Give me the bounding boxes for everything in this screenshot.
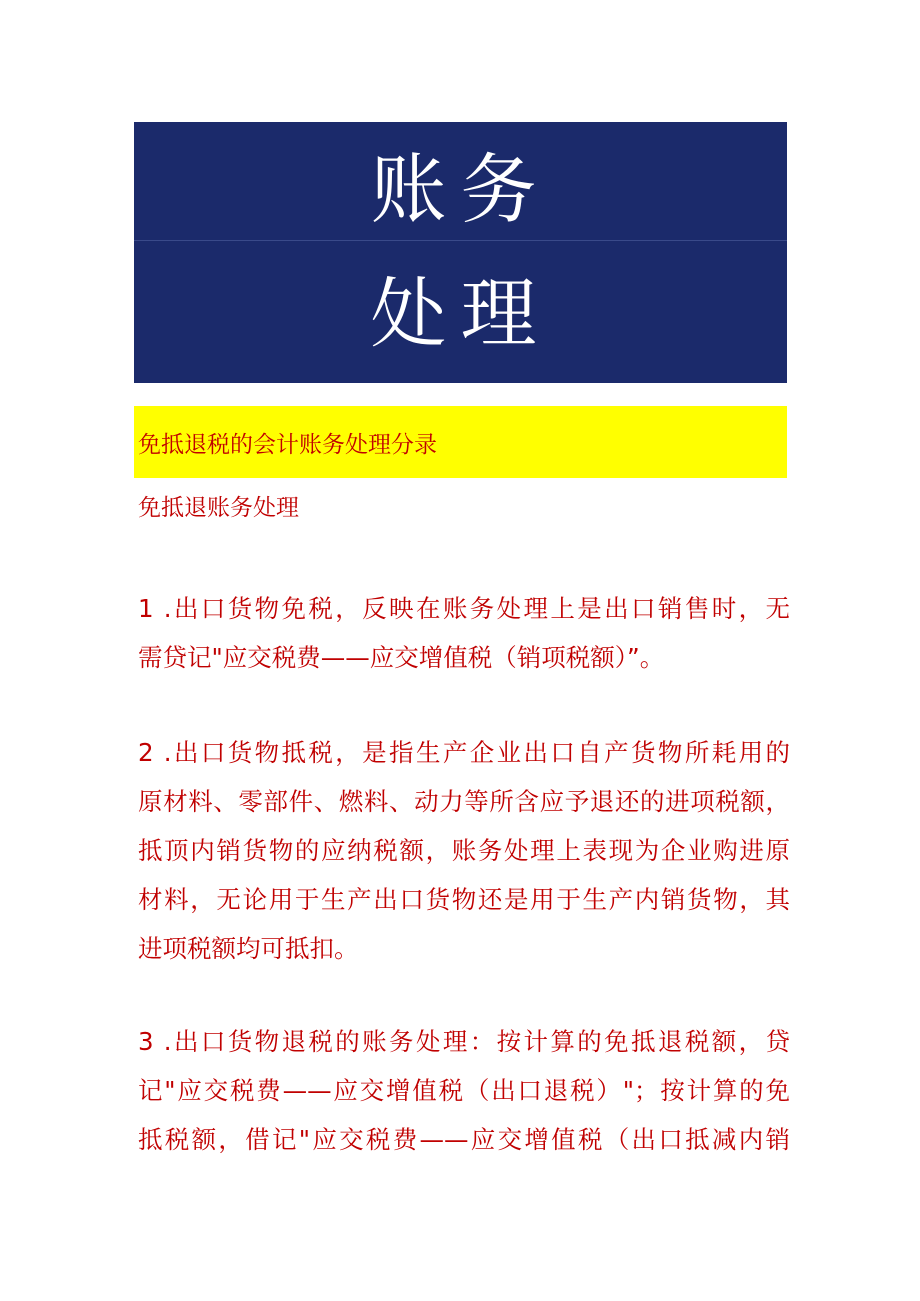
paragraph-line: 抵顶内销货物的应纳税额，账务处理上表现为企业购进原 [138,836,790,865]
banner-title-line-2: 处理 [370,269,551,358]
paragraph-line: 1 .出口货物免税，反映在账务处理上是出口销售时，无 [138,594,790,623]
paragraph-1 [138,584,790,682]
paragraph-line: 材料，无论用于生产出口货物还是用于生产内销货物，其 [138,885,790,914]
paragraph-line: 记"应交税费——应交增值税（出口退税）"；按计算的免 [138,1076,790,1105]
banner-divider [134,240,787,241]
section-subtitle: 免抵退账务处理 [138,495,299,521]
paragraph-line: 3 .出口货物退税的账务处理：按计算的免抵退税额，贷 [138,1027,790,1056]
highlighted-heading [134,406,787,478]
banner-title-line-1: 账务 [370,145,551,234]
paragraph-line: 2 .出口货物抵税，是指生产企业出口自产货物所耗用的 [138,738,790,767]
paragraph-line: 需贷记"应交税费——应交增值税（销项税额）”。 [138,643,665,672]
heading-text: 免抵退税的会计账务处理分录 [138,432,437,458]
title-banner [134,122,787,383]
paragraph-line: 原材料、零部件、燃料、动力等所含应予退还的进项税额， [138,787,790,816]
paragraph-2 [138,728,790,973]
paragraph-line: 抵税额，借记"应交税费——应交增值税（出口抵减内销 [138,1125,790,1154]
paragraph-line: 进项税额均可抵扣。 [138,934,359,963]
paragraph-3 [138,1017,790,1164]
